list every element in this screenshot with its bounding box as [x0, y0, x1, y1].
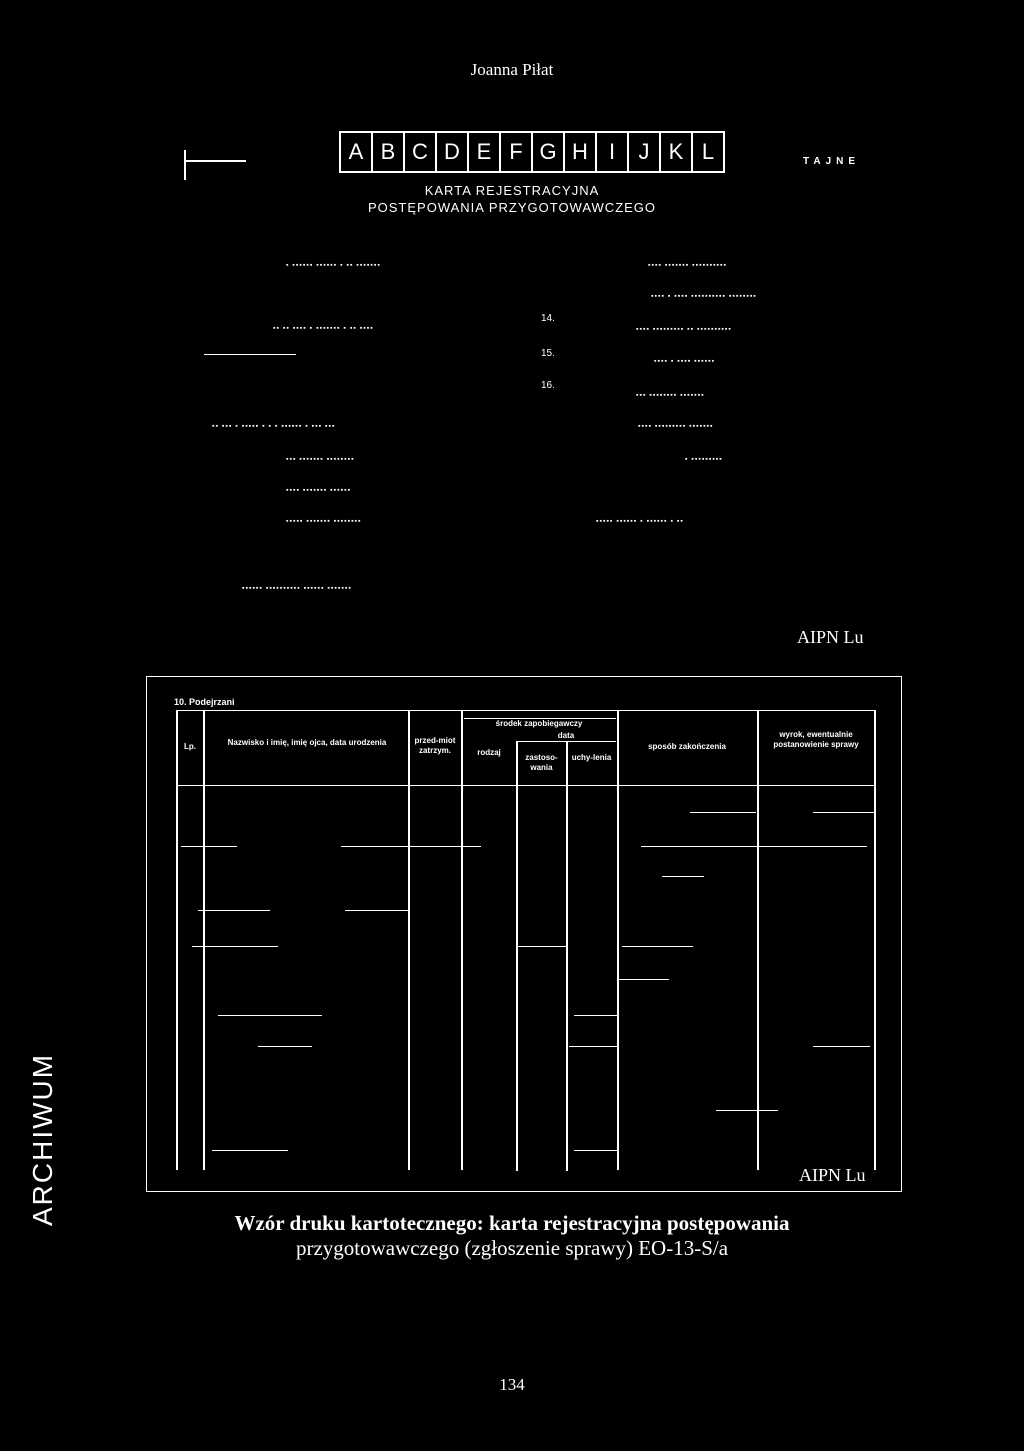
- table-row-rule: [518, 946, 566, 947]
- col-header-uchylenia: uchy-lenia: [571, 753, 612, 762]
- running-header-author: Joanna Piłat: [470, 60, 554, 79]
- table-row-rule: [716, 1110, 778, 1111]
- table-row-rule: [258, 1046, 312, 1047]
- page-number: 134: [499, 1375, 525, 1394]
- table-row-rule: [690, 812, 756, 813]
- card-title: [0, 182, 1024, 216]
- table-row-rule: [341, 846, 481, 847]
- divider: [186, 160, 246, 162]
- figure-caption: [0, 1211, 1024, 1261]
- field-label-illegible: ▪ ▪▪▪▪▪▪▪▪▪: [685, 456, 723, 463]
- col-header-data: data: [557, 731, 575, 740]
- table-row-rule: [218, 1015, 322, 1016]
- field-label-illegible: ▪▪▪▪ ▪ ▪▪▪▪ ▪▪▪▪▪▪▪▪▪▪ ▪▪▪▪▪▪▪▪: [651, 293, 757, 300]
- table-row-rule: [574, 1150, 617, 1151]
- field-label-illegible: ▪▪▪▪ ▪▪▪▪▪▪▪ ▪▪▪▪▪▪: [286, 487, 352, 494]
- index-letter-b: B: [373, 133, 405, 171]
- index-letter-g: G: [533, 133, 565, 171]
- table-rule: [176, 785, 874, 786]
- watermark-aipn: AIPN Lu: [797, 627, 864, 647]
- index-letter-d: D: [437, 133, 469, 171]
- field-label-illegible: ▪ ▪▪▪▪▪▪ ▪▪▪▪▪▪ ▪ ▪▪ ▪▪▪▪▪▪▪: [286, 262, 381, 269]
- index-letter-l: L: [701, 139, 715, 164]
- table-col-rule: [874, 710, 876, 1170]
- field-label-illegible: ▪▪▪▪ ▪ ▪▪▪▪ ▪▪▪▪▪▪: [654, 358, 716, 365]
- field-label-illegible: ▪▪▪ ▪▪▪▪▪▪▪ ▪▪▪▪▪▪▪▪: [286, 456, 355, 463]
- table-col-rule: [408, 710, 410, 1170]
- field-label-illegible: ▪▪▪▪▪ ▪▪▪▪▪▪ ▪ ▪▪▪▪▪▪ ▪ ▪▪: [596, 518, 684, 525]
- index-letter-j: J: [629, 133, 661, 171]
- index-letter-k: K: [661, 133, 693, 171]
- index-letter-e: E: [469, 133, 501, 171]
- table-row-rule: [813, 1046, 870, 1047]
- table-row-rule: [574, 1015, 617, 1016]
- index-letter-a: A: [341, 133, 373, 171]
- table-row-rule: [813, 812, 874, 813]
- side-archive-label: ARCHIWUM: [27, 1052, 58, 1226]
- col-header-przedmiot: przed-miot zatrzym.: [414, 736, 456, 755]
- table-row-rule: [662, 876, 704, 877]
- field-label-illegible: ▪▪▪▪▪▪ ▪▪▪▪▪▪▪▪▪▪ ▪▪▪▪▪▪ ▪▪▪▪▪▪▪: [242, 585, 352, 592]
- col-header-rodzaj: rodzaj: [477, 748, 501, 757]
- divider: [204, 354, 296, 355]
- table-row-rule: [641, 846, 867, 847]
- field-label-illegible: ▪▪▪▪ ▪▪▪▪▪▪▪ ▪▪▪▪▪▪▪▪▪▪: [648, 262, 727, 269]
- col-header-name: Nazwisko i imię, imię ojca, data urodzenia: [227, 738, 387, 747]
- field-label-illegible: ▪▪ ▪▪ ▪▪▪▪ ▪ ▪▪▪▪▪▪▪ ▪ ▪▪ ▪▪▪▪: [273, 325, 374, 332]
- divider: [184, 150, 186, 180]
- field-number: 16.: [541, 380, 555, 391]
- col-header-group: środek zapobiegawczy: [495, 719, 583, 728]
- watermark-aipn: AIPN Lu: [799, 1165, 866, 1185]
- index-letter-i: I: [597, 133, 629, 171]
- table-section-label: 10. Podejrzani: [174, 697, 235, 707]
- field-number: 14.: [541, 313, 555, 324]
- table-col-rule: [461, 710, 463, 1170]
- table-col-rule: [757, 710, 759, 1170]
- table-row-rule: [617, 979, 669, 980]
- table-row-rule: [569, 1046, 617, 1047]
- table-col-rule: [203, 710, 205, 1170]
- table-row-rule: [622, 946, 693, 947]
- col-header-lp: Lp.: [184, 742, 196, 751]
- index-letter-strip: [339, 131, 725, 173]
- col-header-sposob: sposób zakończenia: [648, 742, 726, 751]
- field-label-illegible: ▪▪▪▪ ▪▪▪▪▪▪▪▪▪ ▪▪▪▪▪▪▪: [638, 423, 714, 430]
- table-row-rule: [198, 910, 270, 911]
- table-col-rule: [516, 741, 518, 1171]
- table-row-rule: [192, 946, 278, 947]
- field-label-illegible: ▪▪▪▪▪ ▪▪▪▪▪▪▪ ▪▪▪▪▪▪▪▪: [286, 518, 362, 525]
- card-title-line2: POSTĘPOWANIA PRZYGOTOWAWCZEGO: [367, 200, 657, 215]
- field-label-illegible: ▪▪▪▪ ▪▪▪▪▪▪▪▪▪ ▪▪ ▪▪▪▪▪▪▪▪▪▪: [636, 326, 732, 333]
- field-label-illegible: ▪▪▪ ▪▪▪▪▪▪▪▪ ▪▪▪▪▪▪▪: [636, 392, 705, 399]
- card-title-line1: KARTA REJESTRACYJNA: [424, 183, 600, 198]
- col-header-wyrok: wyrok, ewentualnie postanowienie sprawy: [773, 730, 859, 749]
- index-letter-h: H: [565, 133, 597, 171]
- classification-label: TAJNE: [803, 156, 861, 167]
- table-col-rule: [617, 710, 619, 1170]
- field-number: 15.: [541, 348, 555, 359]
- table-rule: [176, 710, 874, 711]
- col-header-zastosowania: zastoso-wania: [525, 753, 558, 772]
- caption-line2: przygotowawczego (zgłoszenie sprawy) EO-13-S/a: [295, 1236, 729, 1260]
- table-col-rule: [176, 710, 178, 1170]
- table-col-rule: [566, 741, 568, 1171]
- index-letter-f: F: [501, 133, 533, 171]
- index-letter-c: C: [405, 133, 437, 171]
- field-label-illegible: ▪▪ ▪▪▪ ▪ ▪▪▪▪▪ ▪ ▪ ▪ ▪▪▪▪▪▪ ▪ ▪▪▪ ▪▪▪: [212, 423, 336, 430]
- table-row-rule: [212, 1150, 288, 1151]
- table-row-rule: [181, 846, 237, 847]
- caption-line1: Wzór druku kartotecznego: karta rejestracyjna postępowania: [234, 1211, 790, 1235]
- table-row-rule: [345, 910, 408, 911]
